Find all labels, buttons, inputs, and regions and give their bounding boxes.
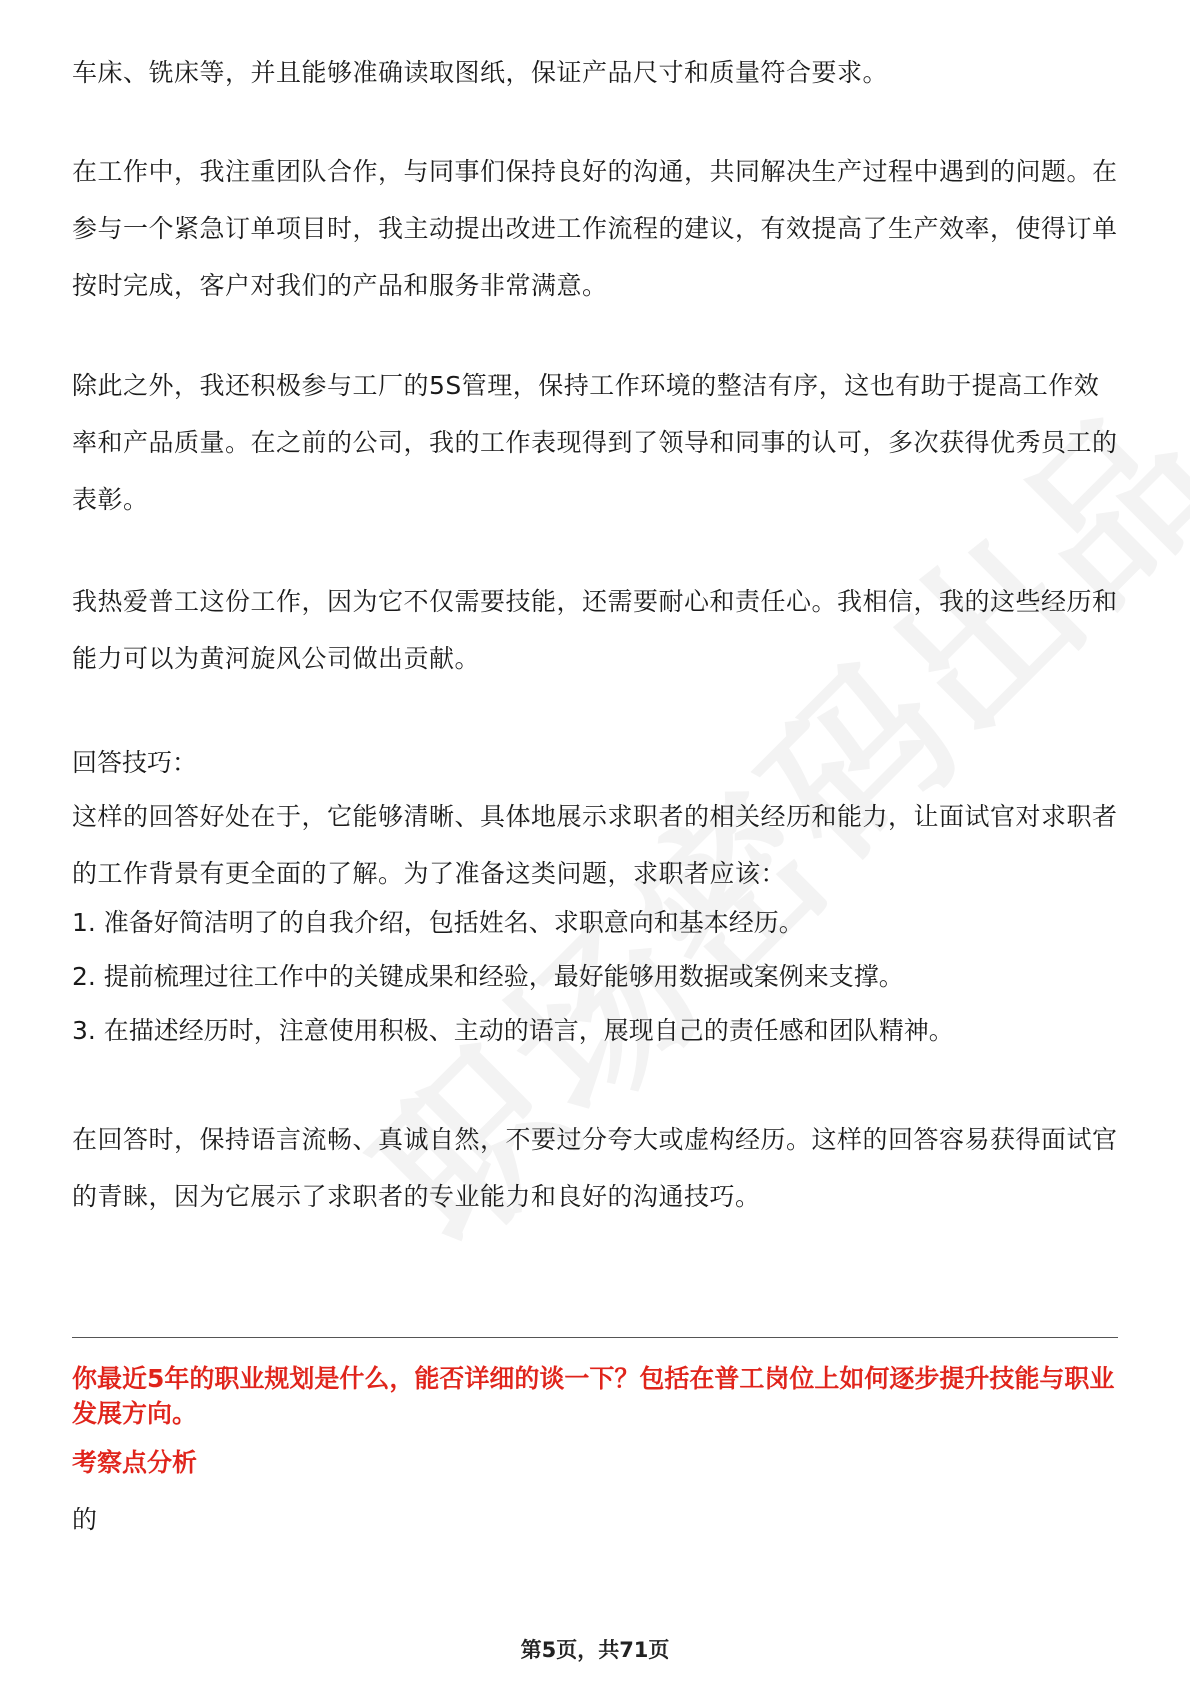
tips-heading: 回答技巧： <box>72 748 198 777</box>
analysis-body: 的 <box>72 1505 98 1534</box>
paragraph-5s-management: 除此之外，我还积极参与工厂的5S管理，保持工作环境的整洁有序，这也有助于提高工作效率和产品质量。在之前的公司，我的工作表现得到了领导和同事的认可，多次获得优秀员工的表彰。 <box>72 371 1118 514</box>
page-number: 第5页，共71页 <box>520 1638 670 1662</box>
analysis-heading: 考察点分析 <box>72 1448 198 1477</box>
tips-closing: 在回答时，保持语言流畅、真诚自然，不要过分夸大或虚构经历。这样的回答容易获得面试官的青睐，因为它展示了求职者的专业能力和良好的沟通技巧。 <box>72 1125 1118 1211</box>
tips-item-1: 1. 准备好简洁明了的自我介绍，包括姓名、求职意向和基本经历。 <box>72 908 804 937</box>
tips-item-3: 3. 在描述经历时，注意使用积极、主动的语言，展现自己的责任感和团队精神。 <box>72 1016 954 1045</box>
paragraph-machining: 车床、铣床等，并且能够准确读取图纸，保证产品尺寸和质量符合要求。 <box>72 58 889 87</box>
paragraph-motivation: 我热爱普工这份工作，因为它不仅需要技能，还需要耐心和责任心。我相信，我的这些经历和能力可以为黄河旋风公司做出贡献。 <box>72 587 1118 673</box>
paragraph-teamwork: 在工作中，我注重团队合作，与同事们保持良好的沟通，共同解决生产过程中遇到的问题。在参与一个紧急订单项目时，我主动提出改进工作流程的建议，有效提高了生产效率，使得订单按时完成，客户对我们的产品和服务非常满意。 <box>72 157 1118 300</box>
tips-intro: 这样的回答好处在于，它能够清晰、具体地展示求职者的相关经历和能力，让面试官对求职者的工作背景有更全面的了解。为了准备这类问题，求职者应该： <box>72 802 1118 888</box>
interview-question: 你最近5年的职业规划是什么，能否详细的谈一下？包括在普工岗位上如何逐步提升技能与职业发展方向。 <box>72 1364 1115 1428</box>
tips-item-2: 2. 提前梳理过往工作中的关键成果和经验，最好能够用数据或案例来支撑。 <box>72 962 904 991</box>
section-divider <box>72 1337 1118 1338</box>
